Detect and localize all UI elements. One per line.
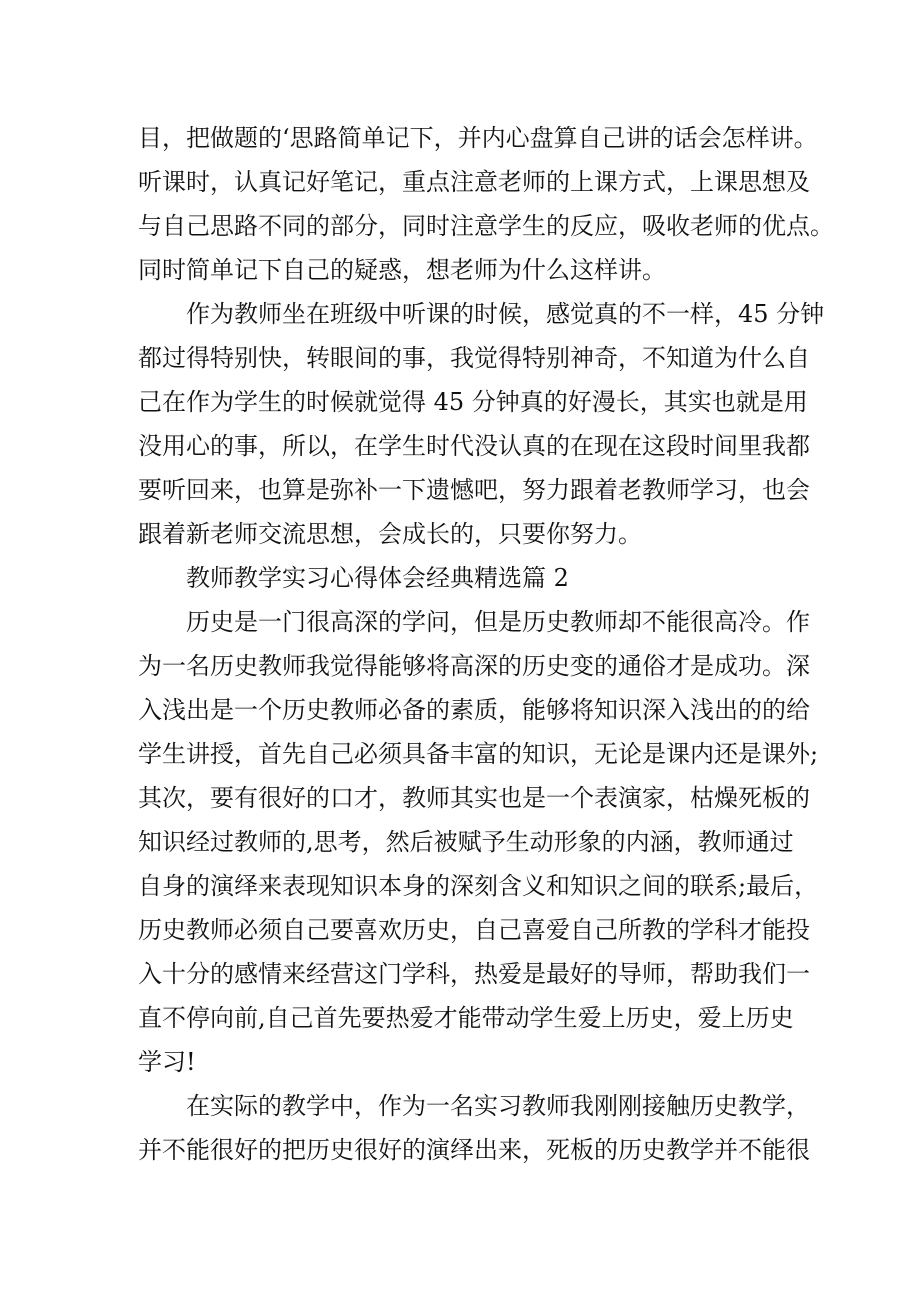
text-line: 历史是一门很高深的学问，但是历史教师却不能很高冷。作	[186, 608, 810, 636]
text-line: 历史教师必须自己要喜欢历史，自己喜爱自己所教的学科才能投	[138, 916, 810, 944]
text-line: 跟着新老师交流思想，会成长的，只要你努力。	[138, 520, 642, 548]
text-line: 没用心的事，所以，在学生时代没认真的在现在这段时间里我都	[138, 432, 810, 460]
text-line: 同时简单记下自己的疑惑，想老师为什么这样讲。	[138, 256, 666, 284]
paragraph-p4	[138, 1084, 818, 1172]
text-line: 入浅出是一个历史教师必备的素质，能够将知识深入浅出的的给	[138, 696, 810, 724]
text-line: 在实际的教学中，作为一名实习教师我刚刚接触历史教学，	[186, 1092, 810, 1120]
text-line: 学生讲授，首先自己必须具备丰富的知识，无论是课内还是课外;	[138, 740, 819, 768]
text-line: 为一名历史教师我觉得能够将高深的历史变的通俗才是成功。深	[138, 652, 810, 680]
text-line: 入十分的感情来经营这门学科，热爱是最好的导师，帮助我们一	[138, 960, 810, 988]
section-heading	[138, 556, 818, 600]
text-line: 己在作为学生的时候就觉得 45 分钟真的好漫长，其实也就是用	[138, 388, 808, 416]
text-line: 其次，要有很好的口才，教师其实也是一个表演家，枯燥死板的	[138, 784, 810, 812]
paragraph-p3	[138, 600, 818, 1084]
paragraph-p2	[138, 292, 825, 556]
text-line: 自身的演绎来表现知识本身的深刻含义和知识之间的联系;最后，	[138, 872, 819, 900]
text-line: 目，把做题的‘思路简单记下，并内心盘算自己讲的话会怎样讲。	[138, 124, 818, 152]
paragraph-p1	[138, 116, 834, 292]
text-line: 都过得特别快，转眼间的事，我觉得特别神奇，不知道为什么自	[138, 344, 810, 372]
text-line: 学习!	[138, 1048, 196, 1076]
text-line: 知识经过教师的,思考，然后被赋予生动形象的内涵，教师通过	[138, 828, 794, 856]
text-line: 与自己思路不同的部分，同时注意学生的反应，吸收老师的优点。	[138, 212, 834, 240]
text-line: 要听回来，也算是弥补一下遗憾吧，努力跟着老教师学习，也会	[138, 476, 810, 504]
text-line: 直不停向前,自己首先要热爱才能带动学生爱上历史，爱上历史	[138, 1004, 794, 1032]
text-line: 作为教师坐在班级中听课的时候，感觉真的不一样，45 分钟	[186, 300, 825, 328]
text-line: 听课时，认真记好笔记，重点注意老师的上课方式，上课思想及	[138, 168, 810, 196]
document-body	[138, 116, 834, 1172]
heading-text: 教师教学实习心得体会经典精选篇 2	[186, 564, 569, 592]
text-line: 并不能很好的把历史很好的演绎出来，死板的历史教学并不能很	[138, 1136, 810, 1164]
